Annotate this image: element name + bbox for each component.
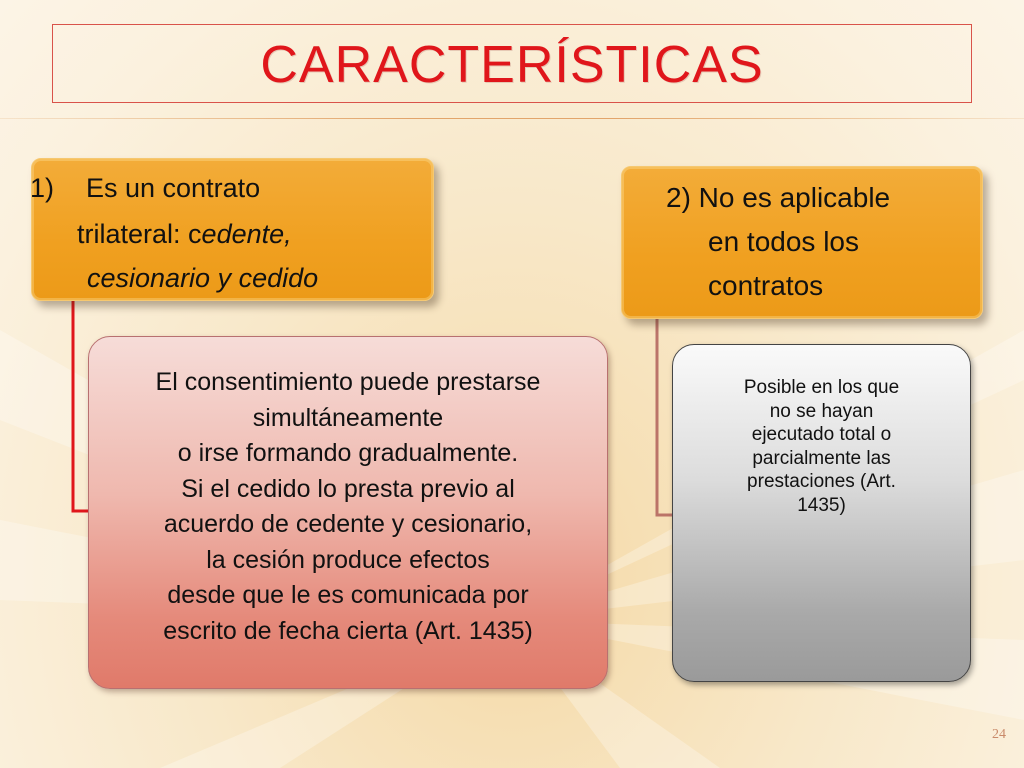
point-2-line-2: en todos los xyxy=(708,226,859,257)
point-1-line-1: Es un contrato xyxy=(86,173,261,203)
detail-2-line: Posible en los que xyxy=(743,377,900,398)
point-1-line-2-italic: edente, xyxy=(201,219,292,249)
point-2-detail-box xyxy=(672,344,971,682)
detail-2-line: prestaciones (Art. xyxy=(747,471,896,492)
point-1-line-3 xyxy=(87,263,318,293)
point-2-line-1: 2) No es aplicable xyxy=(666,182,891,213)
detail-2-line: parcialmente las xyxy=(752,447,891,469)
detail-1-line: simultáneamente xyxy=(252,403,444,432)
page-number: 24 xyxy=(992,727,1006,742)
detail-1-line: la cesión produce efectos xyxy=(206,545,490,574)
point-1-line-3-italic: cesionario y cedido xyxy=(87,263,319,293)
point-1-detail-text xyxy=(89,365,607,649)
detail-1-line: Si el cedido lo presta previo al xyxy=(181,474,515,503)
slide-title: CARACTERÍSTICAS xyxy=(260,36,764,94)
point-2-line-3: contratos xyxy=(708,270,824,301)
detail-1-line: desde que le es comunicada por xyxy=(167,581,529,609)
detail-2-line: ejecutado total o xyxy=(751,424,892,445)
detail-2-line: 1435) xyxy=(797,494,846,516)
detail-1-line: o irse formando gradualmente. xyxy=(177,439,519,467)
title-box xyxy=(52,24,972,103)
detail-1-line: acuerdo de cedente y cesionario, xyxy=(163,510,533,538)
detail-1-line: El consentimiento puede prestarse xyxy=(155,368,541,396)
point-2-box xyxy=(621,166,983,319)
title-divider xyxy=(0,118,1024,119)
point-1-line-2-plain: trilateral: c xyxy=(77,219,202,249)
point-1-box xyxy=(31,158,434,301)
point-1-number: 1) xyxy=(30,173,55,203)
detail-1-line: escrito de fecha cierta (Art. 1435) xyxy=(163,616,533,645)
point-2-detail-text xyxy=(673,376,970,517)
point-1-detail-box xyxy=(88,336,608,689)
point-1-line-2 xyxy=(77,219,292,249)
detail-2-line: no se hayan xyxy=(769,400,874,422)
